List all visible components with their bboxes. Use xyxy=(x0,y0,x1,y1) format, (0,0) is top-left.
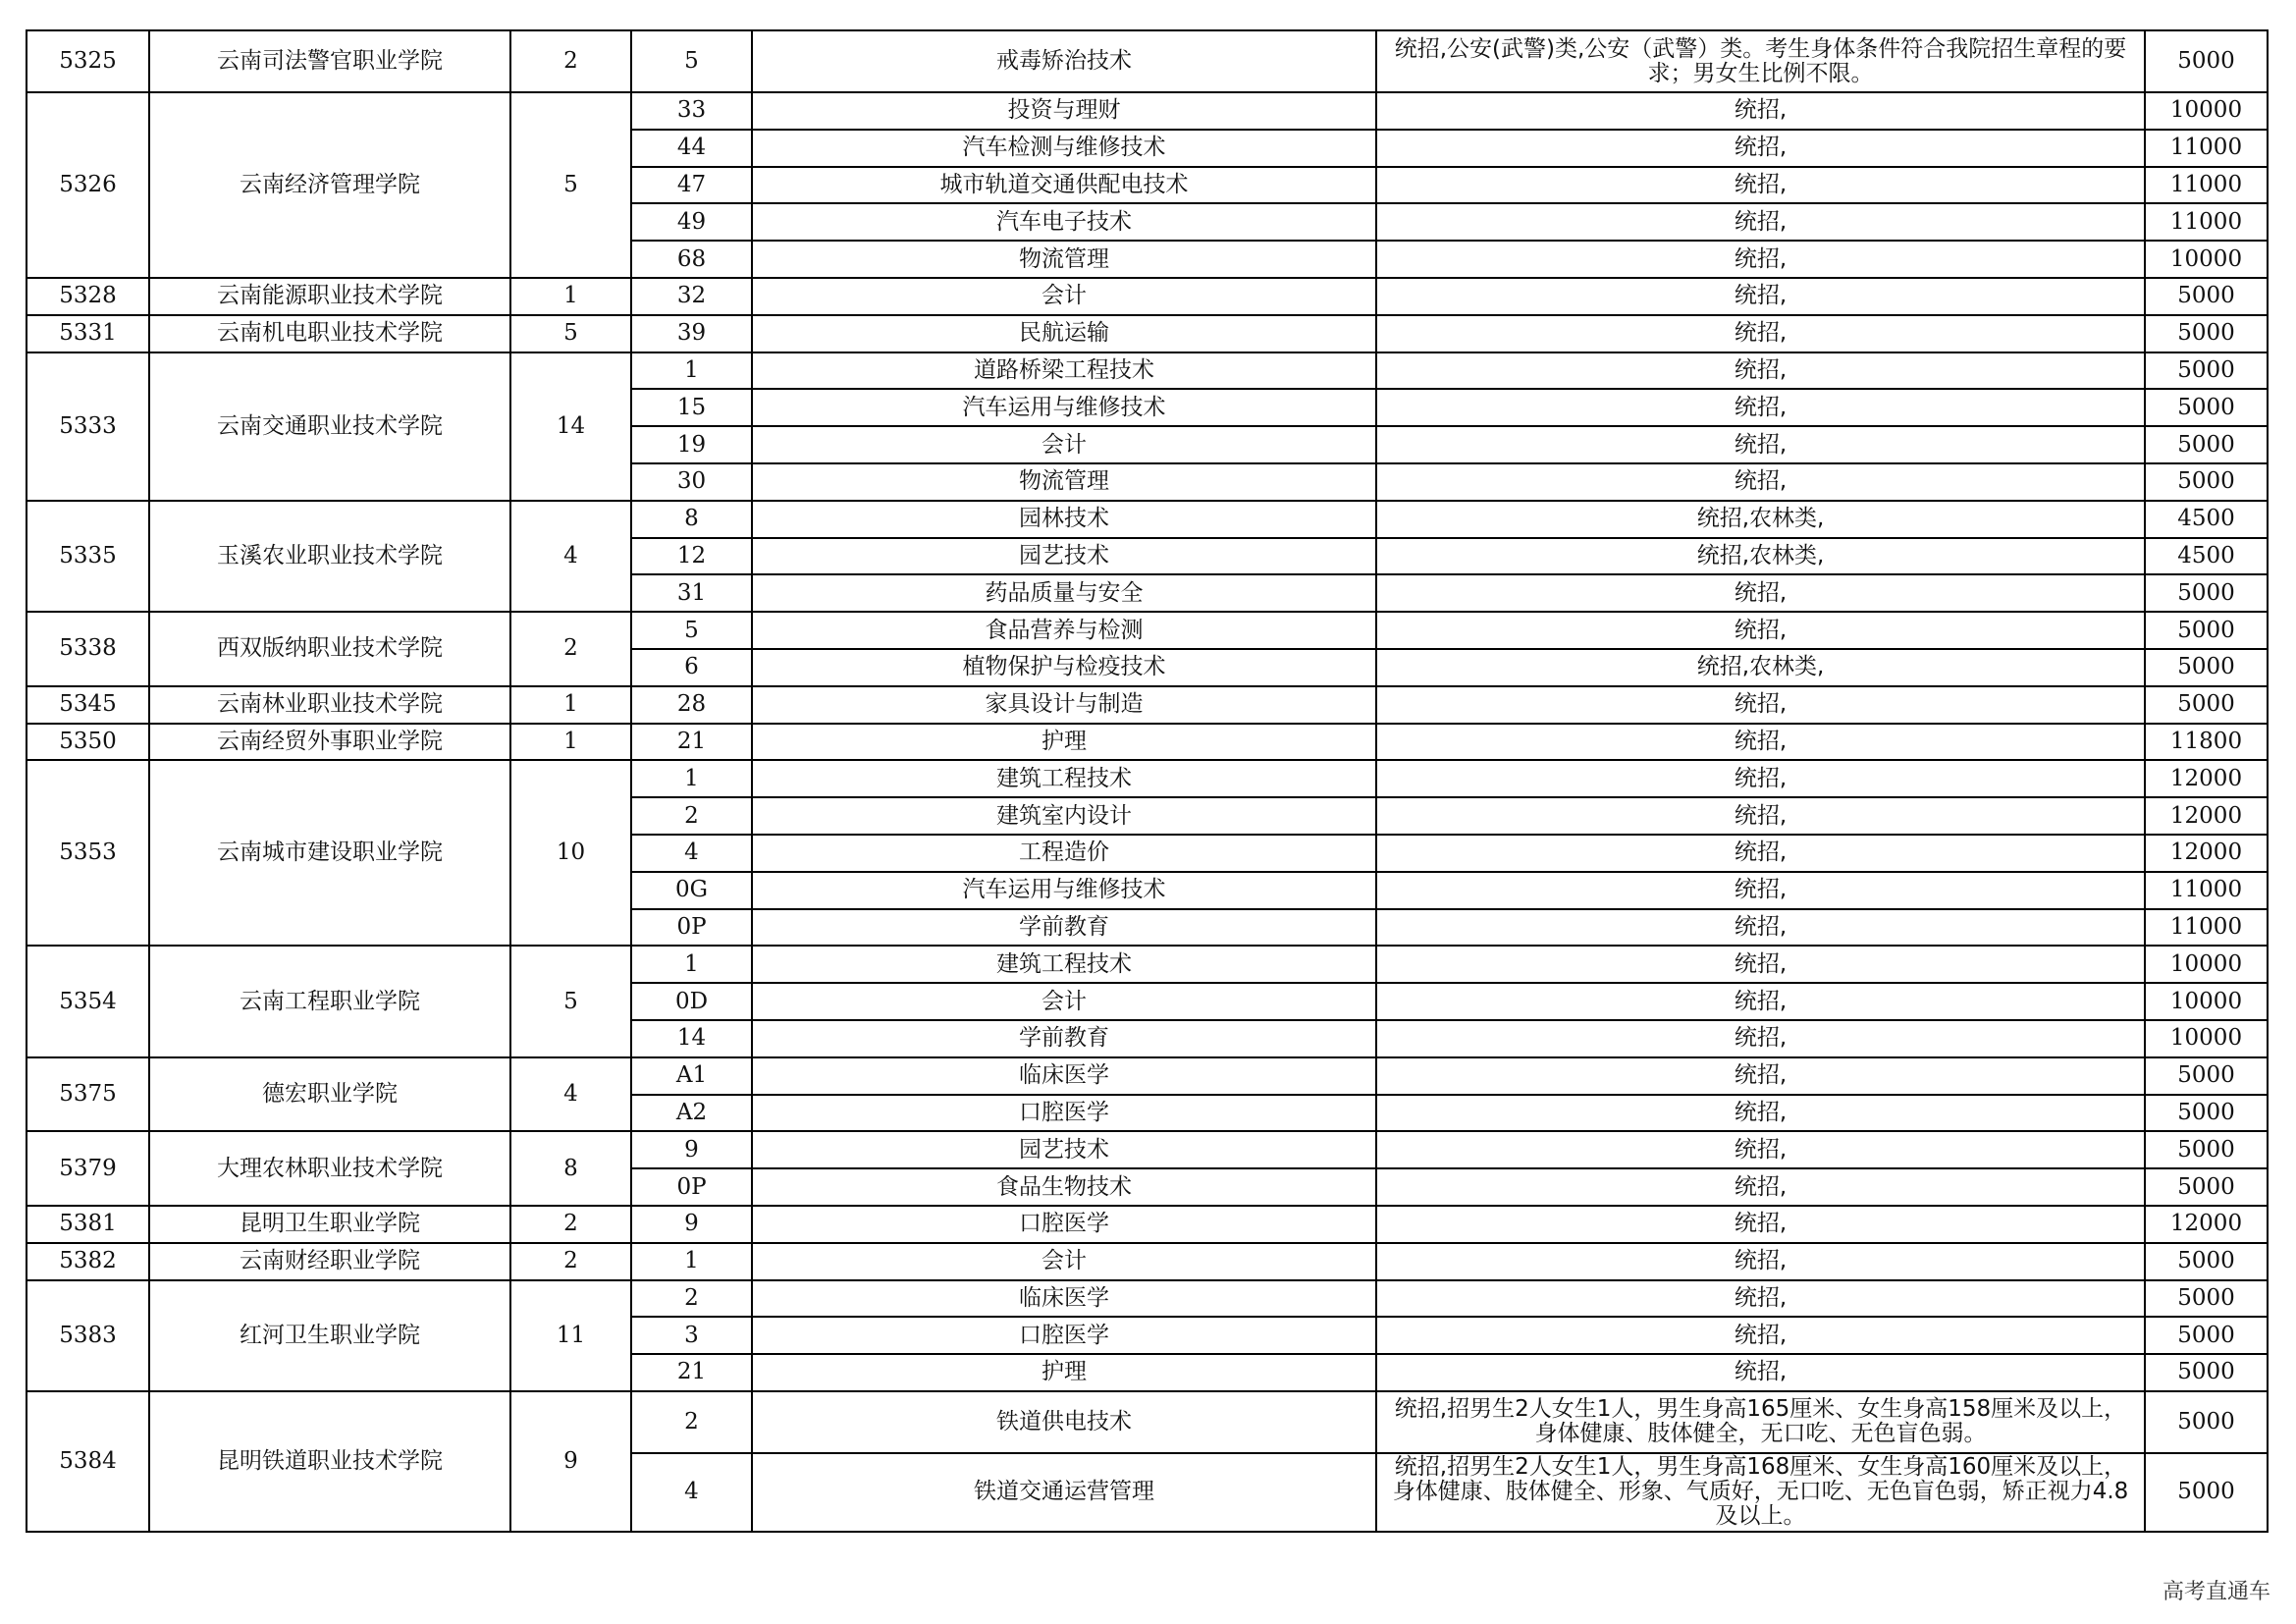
major-code: 4 xyxy=(631,835,752,872)
tuition-fee: 12000 xyxy=(2145,1206,2268,1243)
enrollment-note: 统招, xyxy=(1376,872,2145,909)
tuition-fee: 5000 xyxy=(2145,1280,2268,1318)
table-row xyxy=(27,612,2268,649)
school-name: 德宏职业学院 xyxy=(149,1057,510,1132)
enrollment-note: 统招, xyxy=(1376,1243,2145,1280)
table-row xyxy=(27,352,2268,390)
enrollment-note: 统招, xyxy=(1376,1317,2145,1354)
enrollment-note: 统招, xyxy=(1376,203,2145,241)
plan-count: 10 xyxy=(510,760,631,946)
major-name: 建筑室内设计 xyxy=(752,797,1376,835)
school-code: 5326 xyxy=(27,92,149,278)
tuition-fee: 5000 xyxy=(2145,1095,2268,1132)
major-code: 3 xyxy=(631,1317,752,1354)
table-row xyxy=(27,1280,2268,1318)
enrollment-note: 统招,农林类, xyxy=(1376,538,2145,575)
major-name: 园艺技术 xyxy=(752,1131,1376,1168)
school-code: 5333 xyxy=(27,352,149,501)
enrollment-note: 统招, xyxy=(1376,426,2145,463)
plan-count: 5 xyxy=(510,946,631,1056)
plan-count: 4 xyxy=(510,1057,631,1132)
major-code: 31 xyxy=(631,574,752,612)
enrollment-note: 统招, xyxy=(1376,1057,2145,1095)
major-name: 口腔医学 xyxy=(752,1317,1376,1354)
tuition-fee: 12000 xyxy=(2145,835,2268,872)
plan-count: 1 xyxy=(510,278,631,315)
major-name: 药品质量与安全 xyxy=(752,574,1376,612)
table-row xyxy=(27,760,2268,797)
enrollment-note: 统招, xyxy=(1376,724,2145,761)
admission-table xyxy=(26,29,2269,1533)
major-name: 道路桥梁工程技术 xyxy=(752,352,1376,390)
school-code: 5381 xyxy=(27,1206,149,1243)
plan-count: 1 xyxy=(510,724,631,761)
enrollment-note: 统招, xyxy=(1376,760,2145,797)
major-name: 建筑工程技术 xyxy=(752,946,1376,983)
major-code: 2 xyxy=(631,1280,752,1318)
major-name: 植物保护与检疫技术 xyxy=(752,649,1376,686)
major-code: 5 xyxy=(631,30,752,92)
plan-count: 2 xyxy=(510,612,631,686)
major-code: 12 xyxy=(631,538,752,575)
major-name: 物流管理 xyxy=(752,241,1376,278)
plan-count: 2 xyxy=(510,1243,631,1280)
school-name: 云南财经职业学院 xyxy=(149,1243,510,1280)
major-name: 汽车检测与维修技术 xyxy=(752,130,1376,167)
major-code: 14 xyxy=(631,1020,752,1057)
tuition-fee: 12000 xyxy=(2145,797,2268,835)
tuition-fee: 11000 xyxy=(2145,130,2268,167)
major-name: 园林技术 xyxy=(752,501,1376,538)
school-name: 云南工程职业学院 xyxy=(149,946,510,1056)
tuition-fee: 5000 xyxy=(2145,1354,2268,1391)
major-code: 1 xyxy=(631,946,752,983)
tuition-fee: 10000 xyxy=(2145,92,2268,130)
table-row xyxy=(27,278,2268,315)
major-code: 0P xyxy=(631,909,752,947)
plan-count: 1 xyxy=(510,686,631,724)
major-name: 建筑工程技术 xyxy=(752,760,1376,797)
table-row xyxy=(27,92,2268,130)
major-code: 0G xyxy=(631,872,752,909)
school-code: 5335 xyxy=(27,501,149,612)
enrollment-note: 统招, xyxy=(1376,1206,2145,1243)
major-code: 9 xyxy=(631,1206,752,1243)
major-name: 铁道交通运营管理 xyxy=(752,1453,1376,1532)
tuition-fee: 11000 xyxy=(2145,909,2268,947)
enrollment-note: 统招, xyxy=(1376,167,2145,204)
major-name: 铁道供电技术 xyxy=(752,1391,1376,1453)
tuition-fee: 10000 xyxy=(2145,1020,2268,1057)
major-name: 物流管理 xyxy=(752,463,1376,501)
major-code: 1 xyxy=(631,1243,752,1280)
major-code: 33 xyxy=(631,92,752,130)
enrollment-note: 统招, xyxy=(1376,92,2145,130)
enrollment-note: 统招, xyxy=(1376,983,2145,1020)
enrollment-note: 统招, xyxy=(1376,946,2145,983)
tuition-fee: 5000 xyxy=(2145,426,2268,463)
school-name: 云南司法警官职业学院 xyxy=(149,30,510,92)
enrollment-note: 统招, xyxy=(1376,1168,2145,1206)
tuition-fee: 5000 xyxy=(2145,30,2268,92)
school-code: 5345 xyxy=(27,686,149,724)
school-name: 云南机电职业技术学院 xyxy=(149,315,510,352)
tuition-fee: 4500 xyxy=(2145,501,2268,538)
major-name: 汽车电子技术 xyxy=(752,203,1376,241)
enrollment-note: 统招, xyxy=(1376,278,2145,315)
school-code: 5384 xyxy=(27,1391,149,1532)
major-code: A1 xyxy=(631,1057,752,1095)
tuition-fee: 5000 xyxy=(2145,1131,2268,1168)
table-row xyxy=(27,1131,2268,1168)
plan-count: 4 xyxy=(510,501,631,612)
school-name: 云南林业职业技术学院 xyxy=(149,686,510,724)
major-name: 汽车运用与维修技术 xyxy=(752,389,1376,426)
table-row xyxy=(27,1057,2268,1095)
school-name: 云南交通职业技术学院 xyxy=(149,352,510,501)
major-name: 工程造价 xyxy=(752,835,1376,872)
major-code: 19 xyxy=(631,426,752,463)
enrollment-note: 统招, xyxy=(1376,352,2145,390)
school-name: 大理农林职业技术学院 xyxy=(149,1131,510,1206)
school-code: 5331 xyxy=(27,315,149,352)
enrollment-note: 统招,农林类, xyxy=(1376,649,2145,686)
table-row xyxy=(27,501,2268,538)
tuition-fee: 5000 xyxy=(2145,686,2268,724)
tuition-fee: 10000 xyxy=(2145,946,2268,983)
major-code: 15 xyxy=(631,389,752,426)
major-code: 39 xyxy=(631,315,752,352)
major-code: 21 xyxy=(631,1354,752,1391)
major-code: 47 xyxy=(631,167,752,204)
table-row xyxy=(27,1243,2268,1280)
school-code: 5338 xyxy=(27,612,149,686)
major-name: 食品营养与检测 xyxy=(752,612,1376,649)
table-row xyxy=(27,315,2268,352)
enrollment-note: 统招,公安(武警)类,公安（武警）类。考生身体条件符合我院招生章程的要求；男女生比例不限。 xyxy=(1376,30,2145,92)
tuition-fee: 12000 xyxy=(2145,760,2268,797)
major-name: 投资与理财 xyxy=(752,92,1376,130)
plan-count: 5 xyxy=(510,315,631,352)
school-code: 5379 xyxy=(27,1131,149,1206)
major-name: 临床医学 xyxy=(752,1057,1376,1095)
major-name: 护理 xyxy=(752,1354,1376,1391)
tuition-fee: 10000 xyxy=(2145,241,2268,278)
major-code: A2 xyxy=(631,1095,752,1132)
tuition-fee: 5000 xyxy=(2145,389,2268,426)
major-code: 21 xyxy=(631,724,752,761)
table-row xyxy=(27,686,2268,724)
tuition-fee: 5000 xyxy=(2145,649,2268,686)
tuition-fee: 10000 xyxy=(2145,983,2268,1020)
table-row xyxy=(27,946,2268,983)
school-code: 5353 xyxy=(27,760,149,946)
major-name: 园艺技术 xyxy=(752,538,1376,575)
enrollment-note: 统招, xyxy=(1376,686,2145,724)
plan-count: 14 xyxy=(510,352,631,501)
enrollment-note: 统招,农林类, xyxy=(1376,501,2145,538)
school-code: 5375 xyxy=(27,1057,149,1132)
major-name: 家具设计与制造 xyxy=(752,686,1376,724)
enrollment-note: 统招, xyxy=(1376,909,2145,947)
plan-count: 9 xyxy=(510,1391,631,1532)
major-name: 护理 xyxy=(752,724,1376,761)
tuition-fee: 5000 xyxy=(2145,352,2268,390)
major-code: 0D xyxy=(631,983,752,1020)
major-name: 口腔医学 xyxy=(752,1206,1376,1243)
major-name: 会计 xyxy=(752,983,1376,1020)
school-name: 昆明铁道职业技术学院 xyxy=(149,1391,510,1532)
tuition-fee: 5000 xyxy=(2145,315,2268,352)
major-code: 1 xyxy=(631,352,752,390)
tuition-fee: 5000 xyxy=(2145,463,2268,501)
major-code: 5 xyxy=(631,612,752,649)
school-name: 昆明卫生职业学院 xyxy=(149,1206,510,1243)
enrollment-note: 统招, xyxy=(1376,1095,2145,1132)
major-name: 戒毒矫治技术 xyxy=(752,30,1376,92)
major-code: 0P xyxy=(631,1168,752,1206)
school-code: 5328 xyxy=(27,278,149,315)
major-name: 口腔医学 xyxy=(752,1095,1376,1132)
school-name: 云南经贸外事职业学院 xyxy=(149,724,510,761)
major-code: 28 xyxy=(631,686,752,724)
tuition-fee: 5000 xyxy=(2145,1453,2268,1532)
major-code: 2 xyxy=(631,1391,752,1453)
school-name: 玉溪农业职业技术学院 xyxy=(149,501,510,612)
enrollment-note: 统招, xyxy=(1376,797,2145,835)
major-code: 1 xyxy=(631,760,752,797)
major-name: 民航运输 xyxy=(752,315,1376,352)
major-code: 2 xyxy=(631,797,752,835)
table-row xyxy=(27,1391,2268,1453)
school-name: 云南能源职业技术学院 xyxy=(149,278,510,315)
enrollment-note: 统招, xyxy=(1376,1354,2145,1391)
major-name: 城市轨道交通供配电技术 xyxy=(752,167,1376,204)
enrollment-note: 统招, xyxy=(1376,835,2145,872)
tuition-fee: 5000 xyxy=(2145,1391,2268,1453)
major-name: 学前教育 xyxy=(752,909,1376,947)
tuition-fee: 5000 xyxy=(2145,574,2268,612)
enrollment-note: 统招, xyxy=(1376,389,2145,426)
tuition-fee: 4500 xyxy=(2145,538,2268,575)
enrollment-note: 统招,招男生2人女生1人，男生身高168厘米、女生身高160厘米及以上，身体健康、肢体健全、形象、气质好，无口吃、无色盲色弱，矫正视力4.8及以上。 xyxy=(1376,1453,2145,1532)
school-name: 西双版纳职业技术学院 xyxy=(149,612,510,686)
major-code: 4 xyxy=(631,1453,752,1532)
school-code: 5383 xyxy=(27,1280,149,1391)
tuition-fee: 11000 xyxy=(2145,167,2268,204)
watermark-text: 高考直通车 xyxy=(2162,1580,2270,1604)
enrollment-note: 统招, xyxy=(1376,612,2145,649)
enrollment-note: 统招,招男生2人女生1人，男生身高165厘米、女生身高158厘米及以上，身体健康、肢体健全，无口吃、无色盲色弱。 xyxy=(1376,1391,2145,1453)
major-code: 8 xyxy=(631,501,752,538)
tuition-fee: 5000 xyxy=(2145,1243,2268,1280)
major-code: 6 xyxy=(631,649,752,686)
enrollment-note: 统招, xyxy=(1376,1020,2145,1057)
major-name: 会计 xyxy=(752,426,1376,463)
enrollment-note: 统招, xyxy=(1376,241,2145,278)
tuition-fee: 5000 xyxy=(2145,612,2268,649)
table-row xyxy=(27,1206,2268,1243)
major-code: 32 xyxy=(631,278,752,315)
school-code: 5382 xyxy=(27,1243,149,1280)
major-name: 会计 xyxy=(752,1243,1376,1280)
school-code: 5350 xyxy=(27,724,149,761)
plan-count: 2 xyxy=(510,30,631,92)
plan-count: 5 xyxy=(510,92,631,278)
school-name: 云南城市建设职业学院 xyxy=(149,760,510,946)
enrollment-note: 统招, xyxy=(1376,574,2145,612)
enrollment-note: 统招, xyxy=(1376,1131,2145,1168)
school-name: 云南经济管理学院 xyxy=(149,92,510,278)
major-code: 9 xyxy=(631,1131,752,1168)
major-code: 49 xyxy=(631,203,752,241)
major-code: 68 xyxy=(631,241,752,278)
tuition-fee: 5000 xyxy=(2145,1168,2268,1206)
enrollment-note: 统招, xyxy=(1376,130,2145,167)
plan-count: 11 xyxy=(510,1280,631,1391)
plan-count: 8 xyxy=(510,1131,631,1206)
major-name: 食品生物技术 xyxy=(752,1168,1376,1206)
school-name: 红河卫生职业学院 xyxy=(149,1280,510,1391)
enrollment-note: 统招, xyxy=(1376,463,2145,501)
table-body xyxy=(27,30,2268,1532)
tuition-fee: 11800 xyxy=(2145,724,2268,761)
enrollment-note: 统招, xyxy=(1376,1280,2145,1318)
school-code: 5354 xyxy=(27,946,149,1056)
major-code: 44 xyxy=(631,130,752,167)
tuition-fee: 11000 xyxy=(2145,872,2268,909)
major-name: 汽车运用与维修技术 xyxy=(752,872,1376,909)
admission-table-sheet xyxy=(26,29,2267,1549)
major-code: 30 xyxy=(631,463,752,501)
plan-count: 2 xyxy=(510,1206,631,1243)
table-row xyxy=(27,724,2268,761)
tuition-fee: 11000 xyxy=(2145,203,2268,241)
major-name: 学前教育 xyxy=(752,1020,1376,1057)
major-name: 临床医学 xyxy=(752,1280,1376,1318)
tuition-fee: 5000 xyxy=(2145,278,2268,315)
tuition-fee: 5000 xyxy=(2145,1057,2268,1095)
table-row xyxy=(27,30,2268,92)
tuition-fee: 5000 xyxy=(2145,1317,2268,1354)
major-name: 会计 xyxy=(752,278,1376,315)
school-code: 5325 xyxy=(27,30,149,92)
enrollment-note: 统招, xyxy=(1376,315,2145,352)
